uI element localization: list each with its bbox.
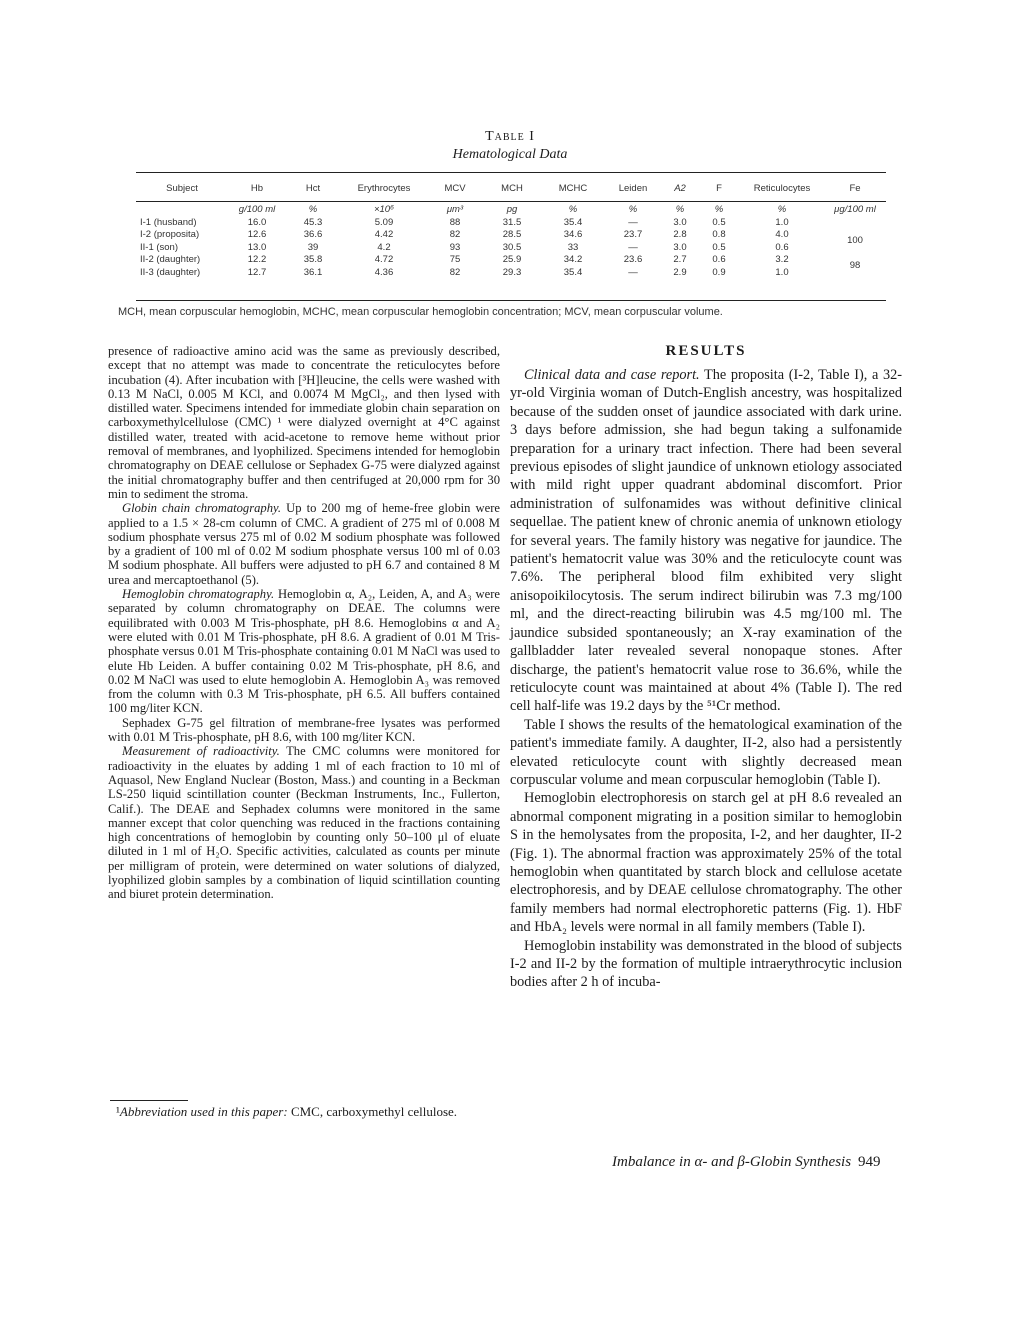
methods-paragraph: presence of radioactive amino acid was the same as previously described, except that no attempt was made to concentrate the reticulocytes before incubation (4). After incubation with [³H]leucine, the cells were washed with 0.13 M NaCl, 0.005 M KCl, and 0.0074 M MgCl₂, and then lysed with distilled water. Specimens intended for immediate globin chain separation on carboxymethylcellulose (CMC) ¹ were dialyzed overnight at 4°C against distilled water, treated with acid-acetone to remove heme without prior removal of membranes, and lyophilized. Specimens intended for hemoglobin chromatography on DEAE cellulose or Sephadex G-75 were dialyzed against the initial chromatography buffer and then centrifuged at 20,000 rpm for 30 min to sediment the stroma. (108, 344, 500, 501)
table-cell: 4.2 (377, 241, 391, 253)
case-report-paragraph (510, 366, 902, 716)
fe-cell: 98 (849, 260, 861, 271)
table-subtitle: Hematological Data (452, 147, 568, 162)
table-cell: 34.2 (563, 254, 583, 265)
unit-cell (136, 202, 228, 217)
table-cell: 93 (449, 241, 461, 253)
table-cell: 13.0 (247, 241, 267, 253)
unit-cell: pg (506, 204, 518, 215)
table-cell: 4.42 (374, 229, 394, 240)
column-header: Hb (250, 182, 264, 194)
table-header-row (136, 176, 886, 202)
subject-cell: II-1 (son) (140, 241, 179, 253)
footnote-text: CMC, carboxymethyl cellulose. (287, 1104, 458, 1119)
subject-cell: II-3 (daughter) (140, 266, 201, 278)
table-cell: 12.2 (247, 254, 267, 265)
table-cell: 28.5 (502, 229, 522, 240)
table-cell: — (628, 241, 638, 253)
table-cell: 0.8 (712, 229, 726, 240)
table-cell: 45.3 (303, 216, 323, 228)
column-header: A2 (674, 182, 686, 194)
subject-cell: II-2 (daughter) (140, 254, 201, 265)
table-cell: 4.0 (775, 229, 789, 240)
hemoglobin-chromatography-paragraph (108, 587, 500, 716)
radioactivity-paragraph (108, 744, 500, 901)
table-cell: 5.09 (374, 216, 394, 228)
table-caption (0, 128, 1020, 164)
unit-cell: % (568, 204, 578, 215)
subject-cell: I-2 (proposita) (140, 229, 200, 240)
table-cell: 33 (567, 241, 579, 253)
column-header: MCH (501, 182, 523, 194)
table-cell: 75 (449, 254, 461, 265)
sephadex-paragraph: Sephadex G-75 gel filtration of membrane-free lysates was performed with 0.01 M Tris-phosphate, pH 8.6, with 100 mg/liter KCN. (108, 715, 500, 745)
table-cell: 12.7 (247, 266, 267, 278)
table-cell: 36.6 (303, 229, 323, 240)
fe-cell (824, 217, 886, 230)
unit-cell: % (675, 204, 685, 215)
fe-cell: 100 (847, 235, 863, 246)
table-cell: 31.5 (502, 216, 522, 228)
electrophoresis-paragraph: Hemoglobin electrophoresis on starch gel at pH 8.6 revealed an abnormal component migrating in a position similar to hemoglobin S in the hemolysates from the proposita, I-2, and her daughter, II-2 (Fig. 1). The abnormal fraction was approximately 25% of the total hemoglobin when quantitated by starch block and cellulose acetate electrophoresis, and by DEAE cellulose chromatography. The other family members had normal electrophoretic patterns (Fig. 1). HbF and HbA₂ levels were normal in all family members (Table I). (510, 790, 902, 936)
table-cell: 35.4 (563, 266, 583, 278)
column-header: Fe (849, 182, 861, 194)
column-header: Subject (166, 182, 198, 194)
column-header: MCV (444, 182, 466, 194)
table-cell: — (628, 266, 638, 278)
table-cell: 0.6 (775, 241, 789, 253)
column-header: Hct (305, 182, 321, 194)
table-cell: 3.0 (673, 216, 687, 228)
hematological-data-table (136, 176, 886, 279)
paragraph-heading: Measurement of radioactivity. (122, 744, 280, 759)
table-cell: 16.0 (247, 216, 267, 228)
table-cell: 88 (449, 216, 461, 228)
unit-cell: g/100 ml (238, 204, 276, 215)
table-cell: 34.6 (563, 229, 583, 240)
unit-cell: % (777, 204, 787, 215)
paragraph-heading: Hemoglobin chromatography. (122, 587, 275, 602)
table-cell: 29.3 (502, 266, 522, 278)
table-label: Table I (485, 129, 535, 144)
paragraph-heading: Globin chain chromatography. (122, 501, 282, 516)
table-row (136, 254, 886, 267)
right-column (510, 342, 902, 992)
footnote-heading: Abbreviation used in this paper: (119, 1104, 288, 1119)
table-cell: 25.9 (502, 254, 522, 265)
table-cell: 35.8 (303, 254, 323, 265)
table-row (136, 229, 886, 242)
column-header: Erythrocytes (357, 182, 411, 194)
subject-cell: I-1 (husband) (140, 216, 197, 228)
unit-cell: ×10⁶ (373, 204, 395, 215)
table-row (136, 242, 886, 255)
table-cell: 1.0 (775, 266, 789, 278)
family-paragraph: Table I shows the results of the hematological examination of the patient's immediate family. A daughter, II-2, also had a persistently elevated reticulocyte count with slightly decreased mean corpuscular volume and mean corpuscular hemoglobin (Table I). (510, 716, 902, 788)
unit-cell: μm³ (446, 204, 464, 215)
left-column (108, 344, 500, 902)
footnote (108, 1104, 500, 1119)
table-cell: 0.9 (712, 266, 726, 278)
footnote-rule (110, 1100, 188, 1101)
table-cell: 2.8 (673, 229, 687, 240)
table-cell: 82 (449, 266, 461, 278)
table-cell: 0.5 (712, 216, 726, 228)
table-row (136, 217, 886, 230)
column-header: F (716, 182, 722, 194)
table-bottom-rule (136, 300, 886, 301)
table-cell: 1.0 (775, 216, 789, 228)
unit-cell: % (714, 204, 724, 215)
instability-paragraph: Hemoglobin instability was demonstrated in the blood of subjects I-2 and II-2 by the formation of multiple intraerythrocytic inclusion bodies after 2 h of incuba- (510, 937, 902, 991)
table-cell: 23.6 (623, 254, 643, 265)
table-top-rule (136, 172, 886, 173)
table-cell: 4.36 (374, 266, 394, 278)
table-cell: 35.4 (563, 216, 583, 228)
paragraph-text: The proposita (I-2, Table I), a 32-yr-old Virginia woman of Dutch-English ancestry, was hospitalized because of the sudden onset of jaundice associated with dark urine. 3 days before admission, she had begun taking a sulfonamide preparation for a urinary tract infection. There had been several previous episodes of slight jaundice of unknown etiology associated with mild right upper quadrant abdominal discomfort. Prior administration of sulfonamides was without definitive clinical sequellae. The patient knew of chronic anemia of unknown etiology for several years. The family history was negative for jaundice. The patient's hematocrit value was 30% and the reticulocyte count was 7.6%. The peripheral blood film exhibited very slight anisopoikilocytosis. The serum indirect bilirubin was 7.3 mg/100 ml, and the direct-reacting bilirubin was 4.5 mg/100 ml. The jaundice subsided spontaneously; an X-ray examination of the gallbladder later revealed several nonopaque stones. After discharge, the patient's hematocrit value rose to 36.6%, while the reticulocyte count was maintained at about 4% (Table I). The red cell half-life was 19.2 days by the ⁵¹Cr method. (510, 367, 902, 715)
table-cell: 36.1 (303, 266, 323, 278)
table-cell: 12.6 (247, 229, 267, 240)
column-header: Leiden (618, 182, 648, 194)
column-header: MCHC (558, 182, 588, 194)
table-cell: 2.9 (673, 266, 687, 278)
unit-cell: μg/100 ml (834, 204, 876, 215)
units-row (136, 202, 886, 217)
paragraph-text: Hemoglobin α, A₂, Leiden, A, and A₃ were separated by column chromatography on DEAE. The columns were equilibrated with 0.003 M Tris-phosphate, pH 8.6. Hemoglobins α and A₂ were eluted with 0.01 M Tris-phosphate, pH 8.6. A gradient of 0.01 M Tris-phosphate versus 0.01 M Tris-phosphate containing 0.01 M NaCl was used to elute Hb Leiden. A buffer containing 0.02 M Tris-phosphate, pH 8.6, and 0.02 M NaCl was used to elute hemoglobin A. Hemoglobin A₃ was removed from the column with 0.3 M Tris-phosphate, pH 6.5. All buffers contained 100 mg/liter KCN. (108, 587, 500, 716)
page-number: 949 (858, 1154, 881, 1170)
unit-cell: % (308, 204, 318, 215)
globin-chromatography-paragraph (108, 501, 500, 587)
table-cell: 82 (449, 229, 461, 240)
paragraph-text: The CMC columns were monitored for radioactivity in the eluates by adding 1 ml of each fraction to 10 ml of Aquasol, New England Nuclear (Boston, Mass.) and counting in a Beckman LS-250 liquid scintillation counter (Beckman Instruments, Inc., Fullerton, Calif.). The DEAE and Sephadex columns were monitored in the same manner except that color quenching was reduced in the fractions containing high concentrations of hemoglobin by counting only 50–100 μl of eluate diluted in 1 ml of H₂O. Specific activities, calculated as counts per minute per milligram of protein, were determined on water solutions of dialyzed, lyophilized globin samples by a combination of liquid scintillation counting and biuret protein determination. (108, 744, 500, 902)
table-row (136, 267, 886, 280)
table-cell: 0.6 (712, 254, 726, 265)
unit-cell: % (628, 204, 638, 215)
paragraph-heading: Clinical data and case report. (524, 367, 700, 383)
table-cell: 2.7 (673, 254, 687, 265)
table-cell: 0.5 (712, 241, 726, 253)
results-heading: RESULTS (665, 343, 747, 359)
table-cell: 23.7 (623, 229, 643, 240)
footnote-mark: ¹ (116, 1104, 120, 1119)
running-title: Imbalance in α- and β-Globin Synthesis (612, 1154, 852, 1170)
table-cell: 3.0 (673, 241, 687, 253)
table-cell: — (628, 216, 638, 228)
table-cell: 3.2 (775, 254, 789, 265)
table-footnote: MCH, mean corpuscular hemoglobin, MCHC, mean corpuscular hemoglobin concentration; MCV, mean corpuscular volume. (118, 306, 723, 318)
table-cell: 4.72 (374, 254, 394, 265)
column-header: Reticulocytes (753, 182, 811, 194)
paragraph-text: Up to 200 mg of heme-free globin were applied to a 1.5 × 28-cm column of CMC. A gradient of 275 ml of 0.008 M sodium phosphate versus 275 ml of 0.02 M sodium phosphate was followed by a gradient of 100 ml of 0.02 M sodium phosphate versus 100 ml of 0.03 M sodium phosphate. All buffers were adjusted to pH 6.7 and contained 8 M urea and mercaptoethanol (5). (108, 501, 500, 587)
table-cell: 39 (307, 241, 319, 253)
table-cell: 30.5 (502, 241, 522, 253)
